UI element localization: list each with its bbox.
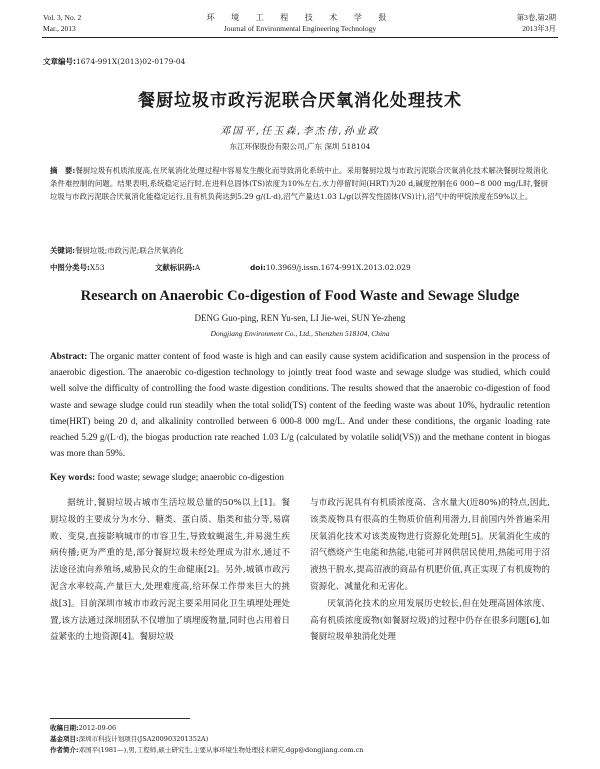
affiliation-cn: 东江环保股份有限公司,广东 深圳 518104 — [229, 142, 371, 151]
keywords-cn-label: 关键词: — [50, 246, 76, 255]
title-en: Research on Anaerobic Co-digestion of Food Waste and Sewage Sludge — [80, 288, 520, 304]
keywords-en — [50, 472, 284, 482]
header-volume: Vol. 3, No. 2 — [43, 13, 82, 22]
body-paragraph: 厌氧消化技术的应用发展历史较长,但在处理高固体浓度、高有机质浓度废物(如餐厨垃圾)的过程中仍存在很多问题[6],如餐厨垃圾单独消化处理 — [310, 598, 550, 643]
abstract-cn-text: 餐厨垃圾有机质浓度高,在厌氧消化处理过程中容易发生酸化而导致消化系统中止。采用餐厨垃圾与市政污泥联合厌氧消化技术解决餐厨垃圾消化条件难控制的问题。结果表明,系统稳定运行时,在进料总固体(TS)浓度为10%左右,水力停留时间(HRT)为20 d,碱度控制在6 000~8 000 mg/L时,餐厨垃圾与市政污泥联合厌氧消化能稳定运行,且有机负荷达到5.29 g/(L·d),沼气产量达1.03 L/g(以挥发性固体(VS)计),沼气中的甲烷浓度在59%以上。 — [50, 166, 548, 202]
footnote-received-value: 2012-09-06 — [78, 724, 117, 732]
footnote-received-label: 收稿日期: — [50, 724, 79, 732]
title-cn: 餐厨垃圾市政污泥联合厌氧消化处理技术 — [138, 91, 462, 111]
footnote-funding-value: 深圳市科技计划项目(JSA200903201352A) — [78, 735, 209, 743]
abstract-cn — [50, 164, 548, 204]
body-column-left — [50, 495, 290, 646]
keywords-cn — [50, 245, 184, 256]
article-id-value: 1674-991X(2013)02-0179-04 — [76, 57, 186, 66]
classification-row — [50, 262, 550, 273]
authors-en: DENG Guo-ping, REN Yu-sen, LI Jie-wei, SUN Ye-zheng — [194, 313, 406, 323]
footnote-rule — [50, 718, 190, 719]
doc-code-label: 文献标识码: — [155, 263, 195, 272]
footnotes — [50, 723, 550, 756]
authors-cn: 邓国平,任玉森,李杰伟,孙业政 — [220, 126, 380, 137]
body-column-right — [310, 495, 550, 646]
doc-code-value: A — [194, 263, 201, 272]
doi-label: doi: — [250, 263, 266, 272]
header-volume-cn: 第3卷,第2期 — [516, 13, 556, 22]
header-journal-block — [0, 12, 600, 34]
clc-value: X53 — [89, 263, 105, 272]
footnote-funding-label: 基金项目: — [50, 735, 79, 743]
keywords-cn-text: 餐厨垃圾;市政污泥;联合厌氧消化 — [75, 246, 184, 255]
doc-code-cell — [155, 262, 250, 273]
body-paragraph: 据统计,餐厨垃圾占城市生活垃圾总量的50%以上[1]。餐厨垃圾的主要成分为水分、糖类、蛋白质、脂类和盐分等,易腐败、变臭,直接影响城市的市容卫生,导致蚊蝇滋生,并易滋生疾病传播;更为严重的是,部分餐厨垃圾未经处理成为泔水,通过不法途径流向养殖场,威胁民众的生命健康[2]。另外,城镇市政污泥含水率较高,产量巨大,处理难度高,给环保工作带来巨大的挑战[3]。目前深圳市城市市政污泥主要采用同化卫生填埋处理处置,该方法通过深圳团队不仅增加了填埋废物量,同时也占用着日益紧张的土地资源[4]。餐厨垃圾 — [50, 498, 290, 643]
affiliation-en: Dongjiang Environment Co., Ltd., Shenzhen 518104, China — [210, 329, 390, 338]
footnote-received — [50, 723, 550, 734]
abstract-cn-label: 摘 要: — [50, 166, 76, 175]
header-volume-cn-block — [517, 12, 556, 34]
header-rule — [42, 37, 558, 38]
footnote-author-label: 作者简介: — [50, 746, 79, 754]
body-paragraph: 与市政污泥具有有机质浓度高、含水量大(近80%)的特点,因此,该类废物具有很高的生物质价值利用潜力,目前国内外普遍采用厌氧消化技术对该类废物进行资源化处理[5]。厌氧消化生成的沼气燃烧产生电能和热能,电能可并网供居民使用,热能可用于沼液热干脱水,提高沼液的商品有机肥价值,真正实现了有机废物的资源化、减量化和无害化。 — [310, 498, 550, 592]
doi-cell — [250, 263, 411, 272]
footnote-funding — [50, 734, 550, 745]
abstract-en — [50, 348, 550, 461]
footnote-author-value: 邓国平(1981—),男,工程师,硕士研究生,主要从事环境生物处理技术研究,dgp@dongjiang.com.cn — [78, 746, 364, 754]
keywords-en-label: Key words: — [50, 472, 96, 482]
abstract-en-text: The organic matter content of food waste is high and can easily cause system acidification and suspension in the process of anaerobic digestion. The anaerobic co-digestion technology to jointly treat food waste and sewage sludge was studied, which could well solve the difficulty of controlling the food waste digestion conditions. The results showed that the anaerobic co-digestion of food waste and sewage sludge could run steadily when the total solid(TS) content of the feeding waste was about 10%, hydraulic retention time(HRT) being 20 d, and alkalinity controlled between 6 000-8 000 mg/L. And under these conditions, the organic loading rate reached 5.29 g/(L·d), the biogas production rate reached 1.03 L/g (calculated by volatile solid(VS)) and the methane content in biogas was more than 59%. — [50, 351, 550, 459]
doi-value: 10.3969/j.issn.1674-991X.2013.02.029 — [265, 263, 411, 272]
header-date-cn: 2013年3月 — [522, 24, 556, 33]
header-journal-en: Journal of Environmental Engineering Technology — [223, 24, 377, 33]
footnote-author — [50, 745, 550, 756]
header-journal-cn: 环 境 工 程 技 术 学 报 — [206, 13, 394, 22]
clc-label: 中图分类号: — [50, 263, 90, 272]
article-id-label: 文章编号: — [43, 57, 76, 66]
article-id — [43, 56, 185, 67]
header-date: Mar., 2013 — [43, 24, 76, 33]
abstract-en-label: Abstract: — [50, 351, 88, 361]
clc-cell — [50, 262, 155, 273]
keywords-en-text: food waste; sewage sludge; anaerobic co-digestion — [97, 472, 284, 482]
